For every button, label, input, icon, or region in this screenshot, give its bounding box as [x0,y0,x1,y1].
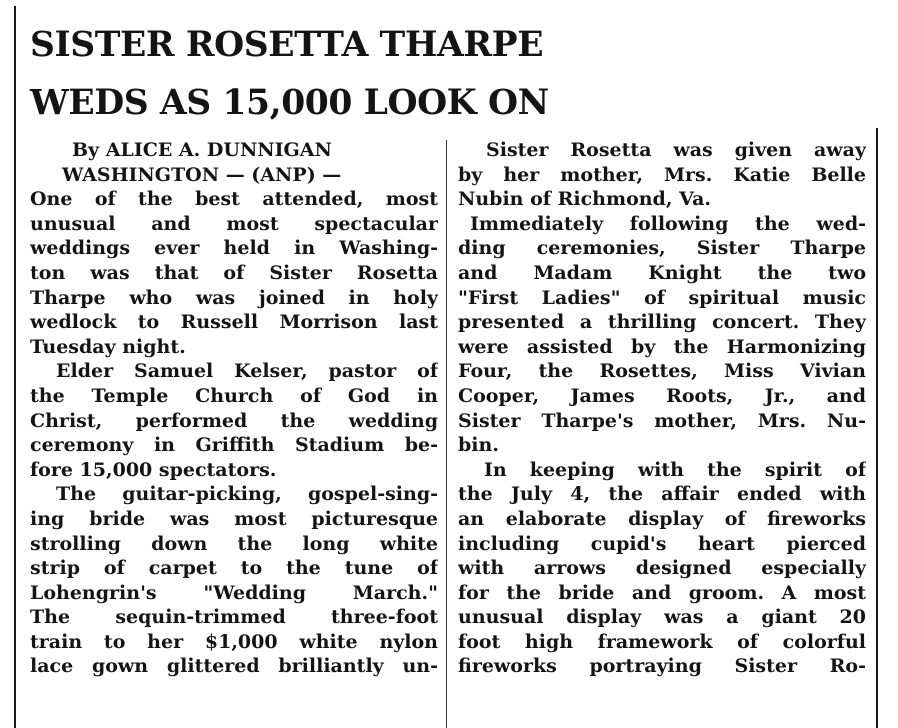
text-line: ceremony in Griffith Stadium be- [30,434,438,457]
dateline: WASHINGTON — (ANP) — [62,163,342,186]
text-line: strip of carpet to the tune of [30,557,438,580]
text-line: Tuesday night. [30,335,186,358]
text-line: Tharpe who was joined in holy [30,286,438,309]
text-line: Christ, performed the wedding [30,409,438,432]
text-line: the July 4, the affair ended with [458,483,866,506]
text-line: ton was that of Sister Rosetta [30,261,438,284]
text-line: including cupid's heart pierced [458,532,866,555]
text-line: an elaborate display of fireworks [458,507,866,530]
text-line: Sister Rosetta was given away [486,139,866,161]
headline [30,16,549,132]
text-line: unusual display was a giant 20 [458,606,866,629]
text-line: fore 15,000 spectators. [30,458,277,481]
headline-line-1: SISTER ROSETTA THARPE [30,25,544,65]
text-line: One of the best attended, most [30,188,438,211]
text-line: lace gown glittered brilliantly un- [30,655,438,678]
text-line: Nubin of Richmond, Va. [458,188,711,211]
text-line: the Temple Church of God in [30,384,438,407]
text-line: by her mother, Mrs. Katie Belle [458,163,866,186]
text-line: fireworks portraying Sister Ro- [458,655,866,678]
text-line: ing bride was most picturesque [30,507,438,530]
text-line: The sequin-trimmed three-foot [30,606,438,629]
text-line: The guitar-picking, gospel-sing- [56,483,438,506]
column-divider-rule [446,140,447,728]
text-line: and Madam Knight the two [458,261,866,284]
text-line: weddings ever held in Washing- [30,237,438,260]
text-line: foot high framework of colorful [458,630,866,653]
right-border-rule [876,128,878,728]
text-line: with arrows designed especially [458,557,866,580]
text-line: strolling down the long white [30,532,438,555]
left-border-rule [14,6,16,728]
article-column-left [30,138,438,679]
text-line: Four, the Rosettes, Miss Vivian [458,360,866,383]
text-line: presented a thrilling concert. They [458,311,866,334]
headline-line-2: WEDS AS 15,000 LOOK ON [30,83,549,123]
text-line: "First Ladies" of spiritual music [458,286,866,309]
text-line: ding ceremonies, Sister Tharpe [458,237,866,260]
text-line: In keeping with the spirit of [484,458,866,481]
text-line: Sister Tharpe's mother, Mrs. Nu- [458,409,866,432]
text-line: Elder Samuel Kelser, pastor of [56,360,438,383]
text-line: bin. [458,434,499,457]
text-line: unusual and most spectacular [30,212,438,235]
text-line: wedlock to Russell Morrison last [30,311,438,334]
text-line: train to her $1,000 white nylon [30,630,438,653]
text-line: were assisted by the Harmonizing [458,335,866,358]
text-line: Lohengrin's "Wedding March." [30,581,438,604]
text-line: Cooper, James Roots, Jr., and [458,384,866,407]
text-line: for the bride and groom. A most [458,581,866,604]
article-column-right [458,138,866,679]
text-line: Immediately following the wed- [470,212,866,235]
byline: By ALICE A. DUNNIGAN [72,139,332,161]
